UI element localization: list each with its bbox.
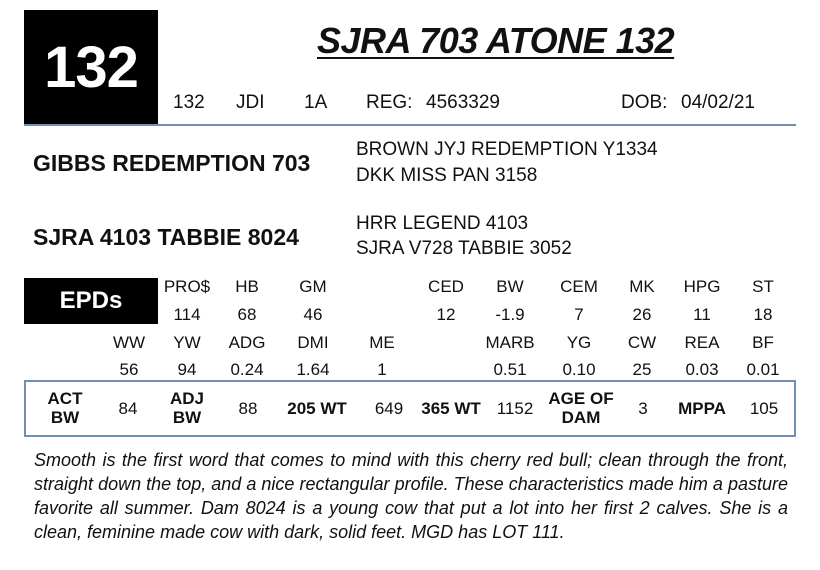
- dam-name: SJRA 4103 TABBIE 8024: [33, 224, 299, 250]
- consigner-code: JDI: [236, 92, 265, 113]
- epd-yg-label: YG: [566, 333, 592, 352]
- animal-name-title: SJRA 703 ATONE 132: [317, 20, 675, 61]
- age-of-dam-label: AGE OF DAM: [548, 389, 614, 427]
- epd-dmi-label: DMI: [297, 333, 329, 352]
- epd-st-label: ST: [752, 277, 774, 296]
- epd-marb-value: 0.51: [493, 360, 527, 379]
- epd-cem-label: CEM: [560, 277, 598, 296]
- epd-hpg-label: HPG: [683, 277, 721, 296]
- epd-bw-label: BW: [496, 277, 524, 296]
- dob-label: DOB:: [621, 92, 668, 113]
- adj-bw-label: ADJ BW: [169, 389, 204, 427]
- epd-yw-value: 94: [177, 360, 197, 379]
- epd-gm-label: GM: [299, 277, 327, 296]
- epd-ced-value: 12: [436, 305, 456, 324]
- mppa-value: 105: [749, 399, 779, 418]
- epd-me-label: ME: [369, 333, 395, 352]
- header-divider: [24, 124, 796, 126]
- epd-yg-value: 0.10: [562, 360, 596, 379]
- epd-mk-label: MK: [629, 277, 655, 296]
- class-code: 1A: [304, 92, 328, 113]
- mppa-label: MPPA: [678, 399, 726, 418]
- dam-sire: HRR LEGEND 4103: [356, 213, 529, 234]
- wt205-value: 649: [374, 399, 404, 418]
- epd-adg-label: ADG: [228, 333, 266, 352]
- epd-dmi-value: 1.64: [296, 360, 330, 379]
- epd-ced-label: CED: [428, 277, 464, 296]
- tattoo: 132: [173, 92, 205, 113]
- epd-bf-value: 0.01: [746, 360, 780, 379]
- epd-st-value: 18: [753, 305, 773, 324]
- epd-marb-label: MARB: [485, 333, 535, 352]
- reg-label: REG:: [366, 92, 413, 113]
- wt365-value: 1152: [496, 399, 534, 418]
- reg-number: 4563329: [426, 92, 500, 113]
- epd-bw-value: -1.9: [495, 305, 525, 324]
- sire-sire: BROWN JYJ REDEMPTION Y1334: [356, 139, 658, 160]
- epd-rea-label: REA: [684, 333, 720, 352]
- epd-bf-label: BF: [752, 333, 774, 352]
- lot-description: Smooth is the first word that comes to mind with this cherry red bull; clean through the front, straight down the top, and a nice rectangular profile. These characteristics made him a pasture favorite all summer. Dam 8024 is a young cow that put a lot into her first 2 calves. She is a clean, feminine made cow with dark, solid feet. MGD has LOT 111.: [34, 450, 788, 542]
- epd-pro-label: PRO$: [163, 277, 211, 296]
- actual-weights-box: [24, 380, 796, 437]
- age-of-dam-value: 3: [638, 399, 648, 418]
- epd-hpg-value: 11: [693, 305, 711, 324]
- epd-cw-value: 25: [632, 360, 652, 379]
- act-bw-value: 84: [118, 399, 138, 418]
- epd-yw-label: YW: [173, 333, 201, 352]
- adj-bw-value: 88: [238, 399, 258, 418]
- lot-number-badge: 132: [24, 10, 158, 125]
- epd-cw-label: CW: [627, 333, 657, 352]
- epd-ww-value: 56: [119, 360, 139, 379]
- dam-dam: SJRA V728 TABBIE 3052: [356, 238, 572, 259]
- wt365-label: 365 WT: [421, 399, 481, 418]
- sire-name: GIBBS REDEMPTION 703: [33, 150, 311, 176]
- epd-hb-label: HB: [235, 277, 259, 296]
- epd-gm-value: 46: [303, 305, 323, 324]
- epd-mk-value: 26: [632, 305, 652, 324]
- epd-label-badge: EPDs: [24, 278, 158, 324]
- sire-dam: DKK MISS PAN 3158: [356, 165, 538, 186]
- wt205-label: 205 WT: [287, 399, 347, 418]
- epd-ww-label: WW: [112, 333, 146, 352]
- epd-hb-value: 68: [237, 305, 257, 324]
- epd-rea-value: 0.03: [685, 360, 719, 379]
- epd-me-value: 1: [377, 360, 387, 379]
- epd-pro-value: 114: [173, 305, 201, 324]
- act-bw-label: ACT BW: [47, 389, 83, 427]
- dob-value: 04/02/21: [681, 92, 755, 113]
- epd-adg-value: 0.24: [230, 360, 264, 379]
- epd-cem-value: 7: [574, 305, 584, 324]
